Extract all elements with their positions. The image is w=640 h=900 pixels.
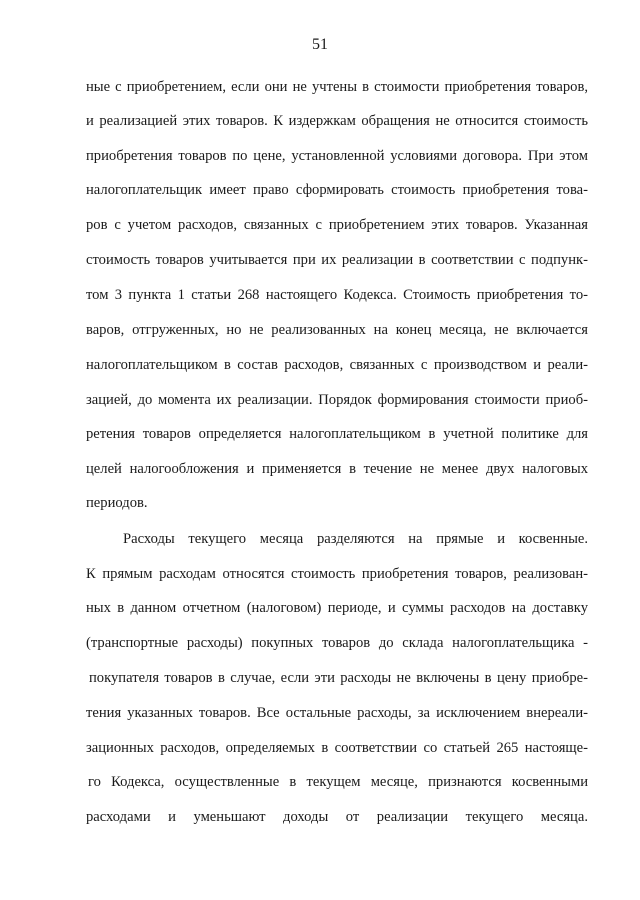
text-line: (транспортные расходы) покупных товаров до склада налогоплательщика -	[86, 635, 588, 651]
text-line: стоимость товаров учитывается при их реализации в соответствии с подпунк-	[86, 252, 588, 268]
text-line: и реализацией этих товаров. К издержкам обращения не относится стоимость	[86, 113, 588, 129]
text-line: целей налогообложения и применяется в течение не менее двух налоговых	[86, 461, 588, 477]
text-line: варов, отгруженных, но не реализованных на конец месяца, не включается	[86, 322, 588, 338]
text-line: периодов.	[86, 495, 148, 511]
text-line: расходами и уменьшают доходы от реализации текущего месяца.	[86, 809, 588, 825]
page-number: 51	[312, 36, 328, 53]
text-line: приобретения товаров по цене, установленной условиями договора. При этом	[86, 148, 588, 164]
text-line: К прямым расходам относятся стоимость приобретения товаров, реализован-	[86, 566, 588, 582]
text-line: зацией, до момента их реализации. Порядок формирования стоимости приоб-	[86, 392, 588, 408]
text-line: ретения товаров определяется налогоплательщиком в учетной политике для	[86, 426, 588, 442]
text-line: ров с учетом расходов, связанных с приобретением этих товаров. Указанная	[86, 217, 588, 233]
text-line: зационных расходов, определяемых в соответствии со статьей 265 настояще-	[86, 740, 588, 756]
text-line: тения указанных товаров. Все остальные расходы, за исключением внереали-	[86, 705, 588, 721]
text-line: ные с приобретением, если они не учтены в стоимости приобретения товаров,	[86, 79, 588, 95]
text-line: го Кодекса, осуществленные в текущем месяце, признаются косвенными	[88, 774, 588, 790]
text-line: Расходы текущего месяца разделяются на прямые и косвенные.	[123, 531, 588, 547]
text-line: налогоплательщиком в состав расходов, связанных с производством и реали-	[86, 357, 588, 373]
text-line: покупателя товаров в случае, если эти расходы не включены в цену приобре-	[89, 670, 588, 686]
text-line: том 3 пункта 1 статьи 268 настоящего Кодекса. Стоимость приобретения то-	[86, 287, 588, 303]
text-line: ных в данном отчетном (налоговом) периоде, и суммы расходов на доставку	[86, 600, 588, 616]
text-line: налогоплательщик имеет право сформировать стоимость приобретения това-	[86, 182, 588, 198]
